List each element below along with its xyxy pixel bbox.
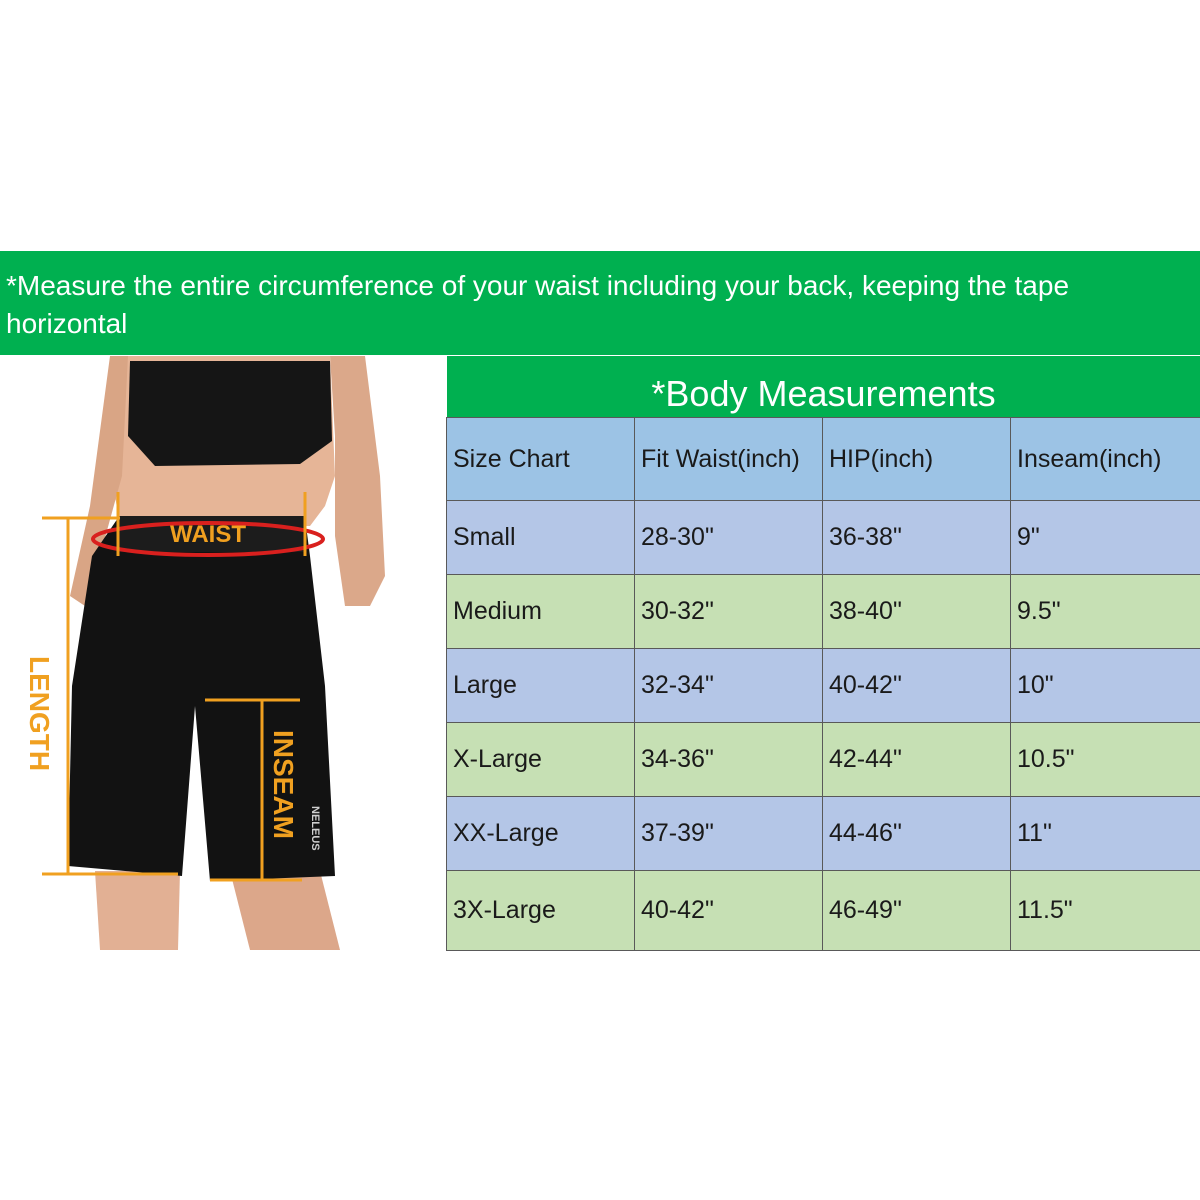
waist-cell: 32-34" <box>635 649 823 723</box>
table-row <box>447 501 1200 575</box>
inseam-cell: 10.5" <box>1011 723 1200 797</box>
inseam-cell: 9.5" <box>1011 575 1200 649</box>
brand-logo: NELEUS <box>309 806 321 851</box>
table-row <box>447 871 1200 951</box>
waist-cell: 28-30" <box>635 501 823 575</box>
leg-left <box>95 871 180 950</box>
instruction-text: *Measure the entire circumference of your waist including your back, keeping the tape horizontal <box>6 270 1070 339</box>
table-header-row <box>447 418 1200 501</box>
header-cell: Size Chart <box>447 418 635 501</box>
table-row <box>447 723 1200 797</box>
size-cell: 3X-Large <box>447 871 635 951</box>
product-photo <box>0 356 446 950</box>
size-cell: Medium <box>447 575 635 649</box>
size-table <box>446 417 1200 951</box>
size-chart <box>446 356 1200 950</box>
inseam-cell: 10" <box>1011 649 1200 723</box>
inseam-cell: 11.5" <box>1011 871 1200 951</box>
hip-cell: 40-42" <box>823 649 1011 723</box>
hip-cell: 46-49" <box>823 871 1011 951</box>
inseam-label: INSEAM <box>268 730 299 839</box>
table-row <box>447 797 1200 871</box>
table-row <box>447 649 1200 723</box>
table-row <box>447 575 1200 649</box>
size-cell: Large <box>447 649 635 723</box>
hip-cell: 38-40" <box>823 575 1011 649</box>
inseam-cell: 11" <box>1011 797 1200 871</box>
header-cell: Fit Waist(inch) <box>635 418 823 501</box>
size-cell: Small <box>447 501 635 575</box>
waist-label: WAIST <box>170 521 246 548</box>
size-cell: XX-Large <box>447 797 635 871</box>
hip-cell: 36-38" <box>823 501 1011 575</box>
arm-right <box>330 356 385 606</box>
waist-cell: 37-39" <box>635 797 823 871</box>
instruction-banner <box>0 251 1200 355</box>
sports-bra <box>128 361 332 466</box>
size-cell: X-Large <box>447 723 635 797</box>
hip-cell: 44-46" <box>823 797 1011 871</box>
header-cell: HIP(inch) <box>823 418 1011 501</box>
length-label: LENGTH <box>24 656 55 772</box>
shorts-model-illustration <box>0 356 446 950</box>
waist-cell: 40-42" <box>635 871 823 951</box>
waist-cell: 30-32" <box>635 575 823 649</box>
waist-cell: 34-36" <box>635 723 823 797</box>
leg-right <box>230 871 340 950</box>
inseam-cell: 9" <box>1011 501 1200 575</box>
hip-cell: 42-44" <box>823 723 1011 797</box>
table-title: *Body Measurements <box>446 356 1200 417</box>
header-cell: Inseam(inch) <box>1011 418 1200 501</box>
